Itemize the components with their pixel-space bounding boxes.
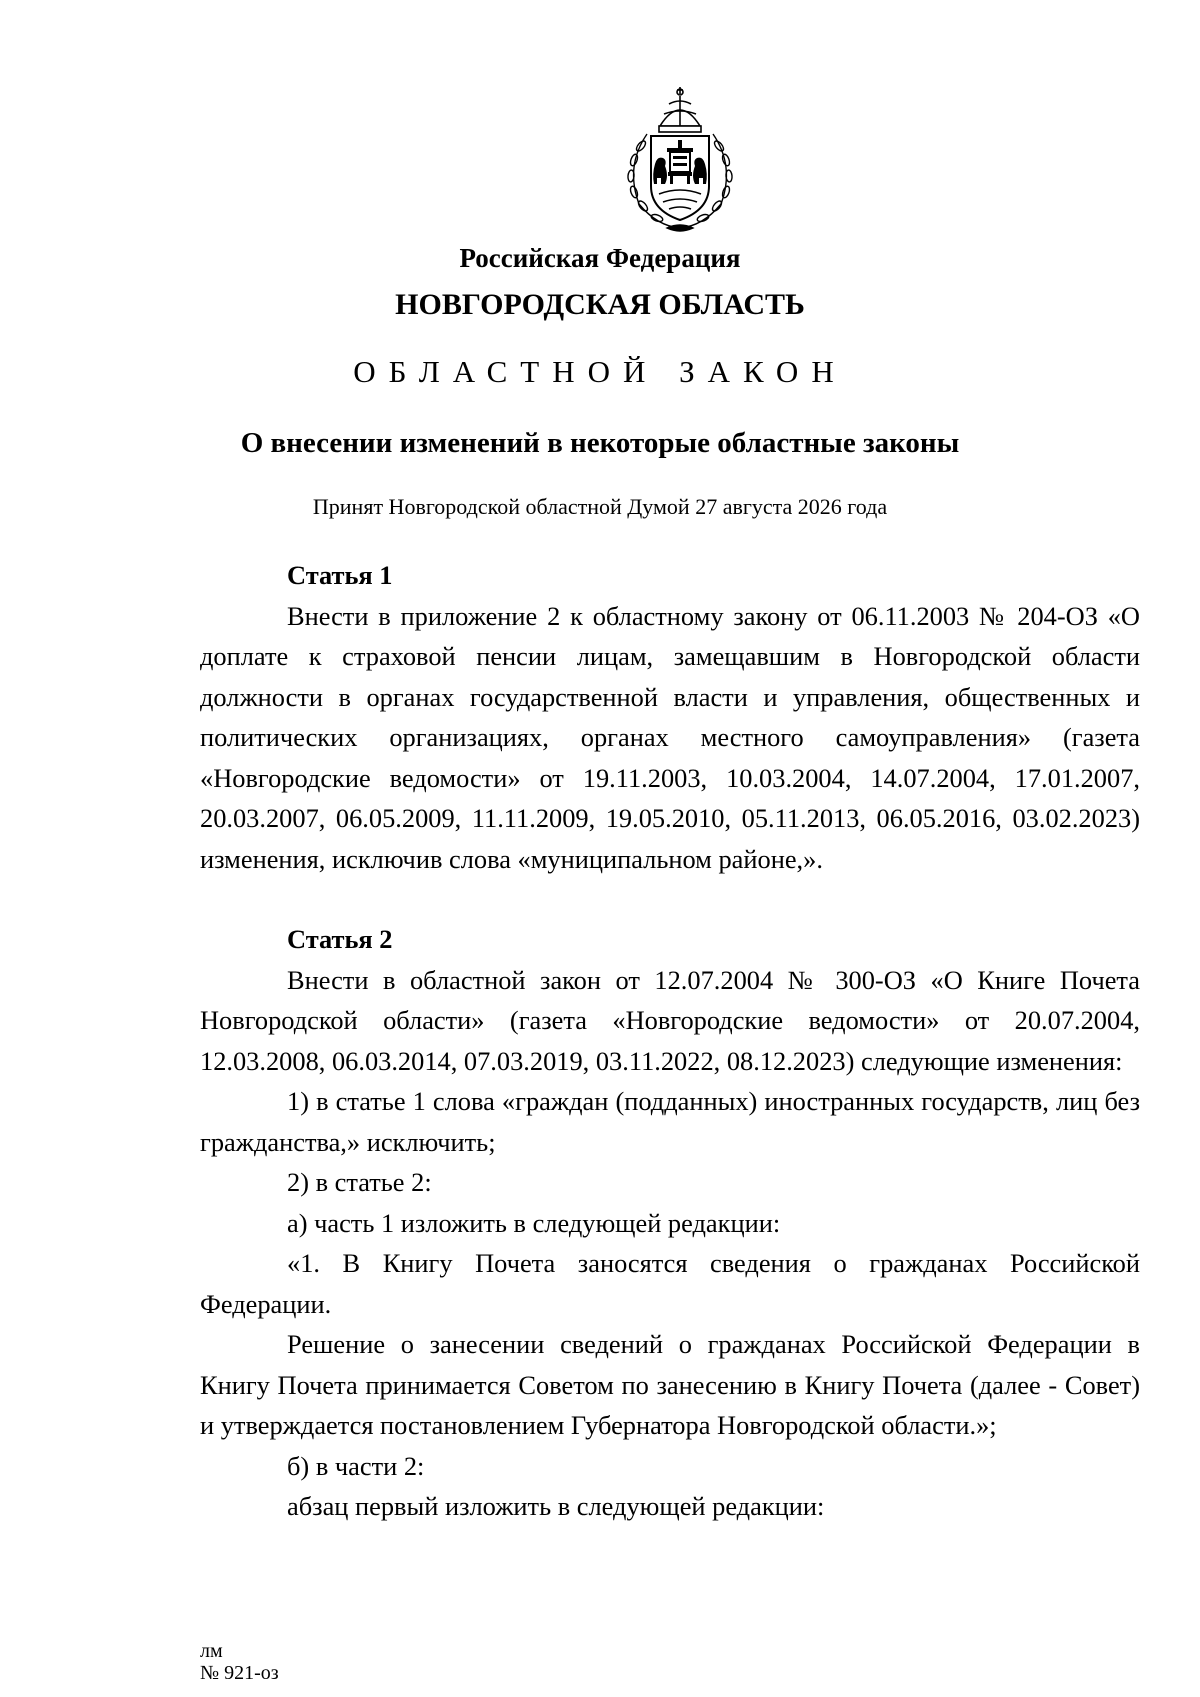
article-2-paragraph: 1) в статье 1 слова «граждан (подданных) иностранных государств, лиц без гражданства,» исключить; — [200, 1086, 1140, 1157]
footer-initials: лм — [200, 1640, 223, 1662]
document-type: ОБЛАСТНОЙ ЗАКОН — [353, 354, 847, 389]
article-1-heading: Статья 1 — [287, 560, 393, 590]
region-name: НОВГОРОДСКАЯ ОБЛАСТЬ — [395, 288, 805, 321]
adoption-note: Принят Новгородской областной Думой 27 августа 2026 года — [312, 494, 888, 519]
coat-of-arms-icon — [617, 86, 743, 234]
country-name: Российская Федерация — [459, 243, 741, 273]
document-footer — [200, 1640, 279, 1684]
article-2-paragraph: а) часть 1 изложить в следующей редакции: — [287, 1207, 781, 1238]
article-2-paragraph: «1. В Книгу Почета заносятся сведения о гражданах Российской Федерации. — [200, 1248, 1140, 1319]
document-title: О внесении изменений в некоторые областные законы — [240, 427, 960, 459]
article-2-heading: Статья 2 — [287, 924, 393, 954]
article-1-paragraph: Внести в приложение 2 к областному закону от 06.11.2003 № 204-ОЗ «О доплате к страховой пенсии лицам, замещавшим в Новгородской области должности в органах государственной власти и управления, общественных и политических организациях, органах местного самоуправления» (газета «Новгородские ведомости» от 19.11.2003, 10.03.2004, 14.07.2004, 17.01.2007, 20.03.2007, 06.05.2009, 11.11.2009, 19.05.2010, 05.11.2013, 06.05.2016, 03.02.2023) изменения, исключив слова «муниципальном районе,». — [200, 600, 1140, 874]
article-2-paragraph: б) в части 2: — [287, 1450, 425, 1481]
article-2-paragraph: 2) в статье 2: — [287, 1167, 432, 1197]
article-2-paragraph: Решение о занесении сведений о гражданах Российской Федерации в Книгу Почета принимается Советом по занесению в Книгу Почета (далее - Совет) и утверждается постановлением Губернатора Новгородской области.»; — [200, 1329, 1140, 1440]
article-2-paragraph: Внести в областной закон от 12.07.2004 № 300-ОЗ «О Книге Почета Новгородской области» (газета «Новгородские ведомости» от 20.07.2004, 12.03.2008, 06.03.2014, 07.03.2019, 03.11.2022, 08.12.2023) следующие изменения: — [200, 964, 1140, 1076]
document-body — [200, 555, 1140, 1527]
footer-law-number: № 921-оз — [200, 1662, 279, 1684]
article-2-paragraph: абзац первый изложить в следующей редакции: — [287, 1491, 825, 1521]
